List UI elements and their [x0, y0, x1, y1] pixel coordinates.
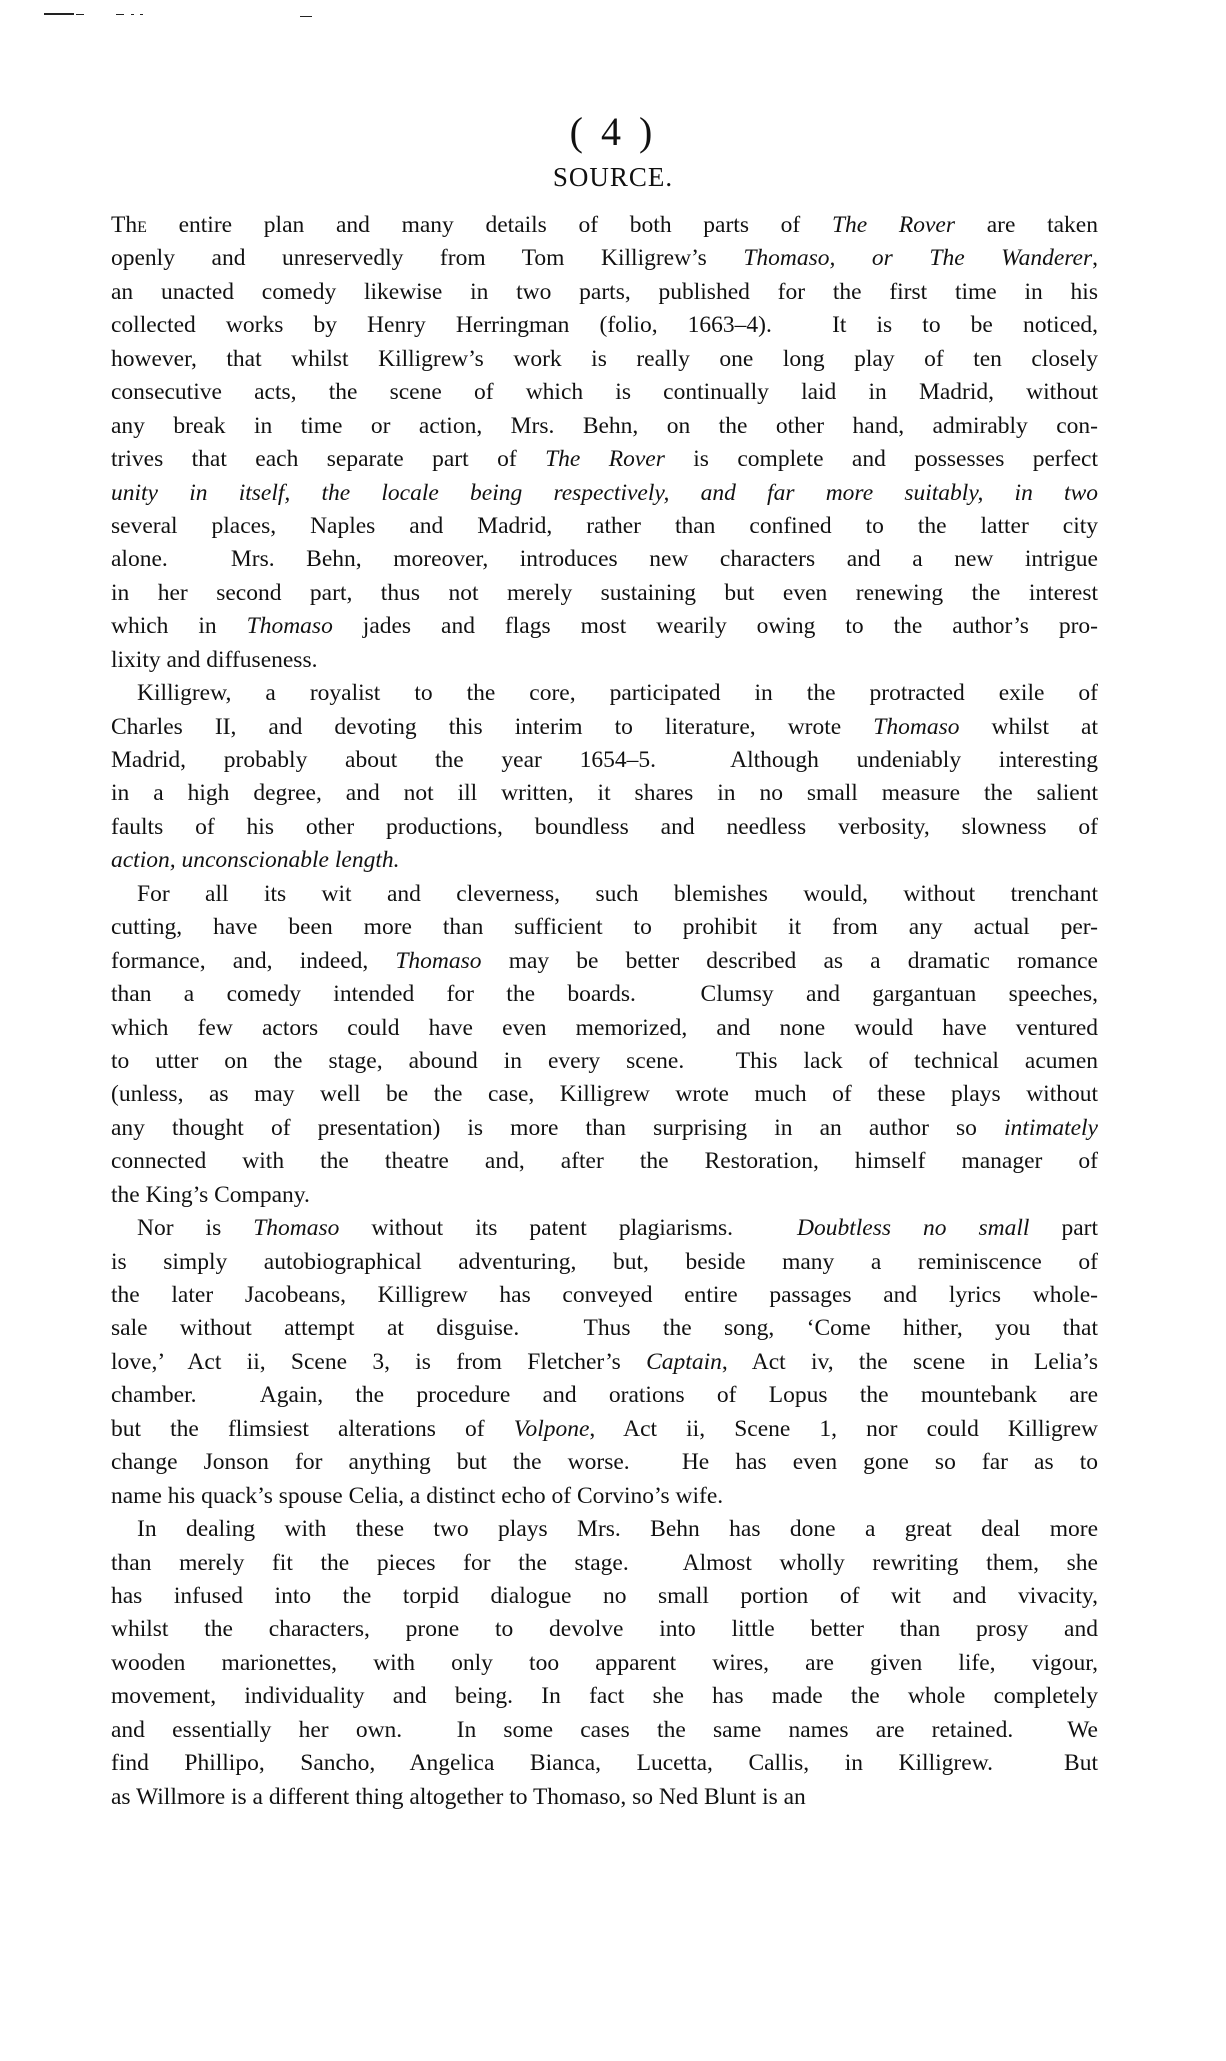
paragraph	[111, 1212, 1098, 1513]
text-segment: are taken	[955, 212, 1098, 238]
text-segment: faults of his other productions, boundless and needless verbosity, slowness of	[111, 813, 1098, 840]
text-segment: several places, Naples and Madrid, rather than confined to the latter city	[111, 512, 1098, 539]
text-line	[111, 1379, 1098, 1412]
text-segment: , Act iv, the scene in Lelia’s	[721, 1348, 1098, 1375]
paragraph	[111, 209, 1098, 677]
text-segment: formance, and, indeed,	[111, 947, 396, 974]
text-segment: openly and unreservedly from Tom Killigrew’s	[111, 245, 744, 272]
text-line	[111, 1580, 1098, 1613]
text-segment: ,	[1092, 245, 1098, 272]
text-line	[111, 1346, 1098, 1379]
text-line	[111, 1145, 1098, 1178]
text-segment: to utter on the stage, abound in every scene. This lack of technical acumen	[111, 1047, 1098, 1074]
text-segment: cutting, have been more than sufficient to prohibit it from any actual per-	[111, 914, 1098, 941]
text-segment: has infused into the torpid dialogue no small portion of wit and vivacity,	[111, 1582, 1098, 1609]
italic-text: Volpone	[513, 1415, 590, 1442]
italic-text: intimately	[1004, 1114, 1098, 1141]
italic-text: Thomaso	[246, 613, 333, 640]
text-line	[111, 1446, 1098, 1479]
text-segment: In dealing with these two plays Mrs. Behn has done a great deal more	[137, 1516, 1098, 1543]
text-line	[111, 1413, 1098, 1446]
scan-artifact	[44, 13, 74, 15]
text-line	[111, 276, 1098, 309]
text-segment: however, that whilst Killigrew’s work is really one long play of ten closely	[111, 345, 1098, 372]
text-segment: , Act ii, Scene 1, nor could Killigrew	[589, 1415, 1098, 1442]
text-segment: consecutive acts, the scene of which is continually laid in Madrid, without	[111, 379, 1098, 406]
text-line	[111, 844, 1098, 877]
text-line	[111, 878, 1098, 911]
text-line	[111, 343, 1098, 376]
text-line	[111, 1012, 1098, 1045]
text-line	[111, 410, 1098, 443]
text-segment: chamber. Again, the procedure and orations of Lopus the mountebank are	[111, 1382, 1098, 1409]
section-heading: SOURCE.	[552, 162, 674, 192]
text-line	[111, 1045, 1098, 1078]
text-line	[111, 443, 1098, 476]
text-line	[111, 242, 1098, 275]
text-segment: part	[1029, 1215, 1098, 1242]
text-segment: is complete and possesses perfect	[664, 446, 1098, 473]
text-segment: the later Jacobeans, Killigrew has conveyed entire passages and lyrics whole-	[111, 1282, 1098, 1308]
text-segment: whilst at	[959, 713, 1098, 740]
italic-text: The Rover	[545, 446, 665, 473]
text-line	[111, 543, 1098, 576]
text-line	[111, 1613, 1098, 1646]
italic-text: Doubtless no small	[797, 1215, 1030, 1242]
scan-artifact	[131, 14, 134, 15]
text-line	[111, 309, 1098, 342]
text-segment: an unacted comedy likewise in two parts, published for the first time in his	[111, 278, 1098, 305]
text-segment: Madrid, probably about the year 1654–5. Although undeniably interesting	[111, 747, 1098, 773]
text-line	[111, 510, 1098, 543]
text-line	[111, 1647, 1098, 1680]
text-line	[111, 1078, 1098, 1111]
text-segment: any break in time or action, Mrs. Behn, on the other hand, admirably con-	[111, 412, 1098, 439]
text-segment: as Willmore is a different thing altogether to Thomaso, so Ned Blunt is an	[111, 1783, 806, 1810]
text-line	[111, 610, 1098, 643]
italic-text: Thomaso	[253, 1215, 340, 1242]
text-line	[111, 811, 1098, 844]
text-segment: the King’s Company.	[111, 1181, 310, 1208]
text-line	[111, 1747, 1098, 1780]
text-line	[111, 1312, 1098, 1345]
text-segment: may be better described as a dramatic romance	[481, 947, 1098, 974]
text-line	[111, 911, 1098, 944]
text-segment: Killigrew, a royalist to the core, participated in the protracted exile of	[137, 680, 1098, 707]
text-segment: which in	[111, 613, 247, 640]
text-segment: love,’ Act ii, Scene 3, is from Fletcher’s	[111, 1348, 647, 1375]
text-segment: than merely fit the pieces for the stage. Almost wholly rewriting them, she	[111, 1549, 1098, 1576]
text-segment: (unless, as may well be the case, Killigrew wrote much of these plays without	[111, 1081, 1098, 1108]
text-segment: entire plan and many details of both parts of	[146, 212, 832, 238]
text-line	[111, 644, 1098, 677]
text-segment: in a high degree, and not ill written, it shares in no small measure the salient	[111, 780, 1098, 807]
text-line	[111, 1547, 1098, 1580]
text-line	[111, 477, 1098, 510]
paragraph	[111, 1513, 1098, 1814]
text-segment: connected with the theatre and, after the Restoration, himself manager of	[111, 1148, 1098, 1175]
text-segment: Th	[111, 212, 138, 238]
page-number: ( 4 )	[569, 109, 657, 154]
text-line	[111, 777, 1098, 810]
text-segment: alone. Mrs. Behn, moreover, introduces new characters and a new intrigue	[111, 546, 1098, 573]
scan-artifact	[300, 16, 312, 17]
text-segment: collected works by Henry Herringman (folio, 1663–4). It is to be noticed,	[111, 312, 1098, 339]
paragraph	[111, 677, 1098, 878]
text-line	[111, 209, 1098, 242]
text-line	[111, 711, 1098, 744]
text-line	[111, 978, 1098, 1011]
text-line	[111, 945, 1098, 978]
text-line	[111, 1680, 1098, 1713]
text-segment: trives that each separate part of	[111, 446, 546, 473]
body-text	[111, 209, 1098, 1814]
text-segment: e	[137, 212, 147, 238]
text-segment: than a comedy intended for the boards. Clumsy and gargantuan speeches,	[111, 981, 1098, 1008]
text-segment: which few actors could have even memorized, and none would have ventured	[111, 1014, 1098, 1041]
text-line	[111, 1179, 1098, 1212]
scan-artifact	[116, 14, 124, 15]
italic-text: Captain	[646, 1348, 722, 1375]
text-line	[111, 1714, 1098, 1747]
text-segment: and essentially her own. In some cases the same names are retained. We	[111, 1716, 1098, 1743]
text-segment: For all its wit and cleverness, such blemishes would, without trenchant	[137, 880, 1098, 907]
text-line	[111, 1112, 1098, 1145]
italic-text: unity in itself, the locale being respectively, and far more suitably, in two	[111, 479, 1098, 506]
text-segment: without its patent plagiarisms.	[339, 1215, 798, 1242]
text-segment: jades and flags most wearily owing to the author’s pro-	[332, 613, 1098, 640]
italic-text: Thomaso	[873, 713, 960, 740]
text-line	[111, 1480, 1098, 1513]
text-segment: sale without attempt at disguise. Thus the song, ‘Come hither, you that	[111, 1315, 1098, 1342]
italic-text: The Rover	[831, 212, 955, 238]
text-segment: Charles II, and devoting this interim to literature, wrote	[111, 713, 874, 740]
text-segment: is simply autobiographical adventuring, but, beside many a reminiscence of	[111, 1248, 1098, 1275]
text-segment: change Jonson for anything but the worse. He has even gone so far as to	[111, 1449, 1098, 1476]
paragraph	[111, 878, 1098, 1212]
italic-text: action, unconscionable length.	[111, 847, 400, 874]
text-line	[111, 1781, 1098, 1814]
text-segment: movement, individuality and being. In fact she has made the whole completely	[111, 1683, 1098, 1710]
text-line	[111, 376, 1098, 409]
text-line	[111, 1246, 1098, 1279]
text-segment: name his quack’s spouse Celia, a distinct echo of Corvino’s wife.	[111, 1482, 724, 1509]
italic-text: Thomaso, or The Wanderer	[743, 245, 1093, 272]
text-line	[111, 577, 1098, 610]
scan-artifact	[76, 14, 84, 15]
text-segment: wooden marionettes, with only too apparent wires, are given life, vigour,	[111, 1649, 1098, 1676]
text-line	[111, 1279, 1098, 1312]
text-segment: in her second part, thus not merely sustaining but even renewing the interest	[111, 579, 1098, 606]
text-segment: find Phillipo, Sancho, Angelica Bianca, Lucetta, Callis, in Killigrew. But	[111, 1750, 1098, 1777]
text-segment: any thought of presentation) is more than surprising in an author so	[111, 1114, 1005, 1141]
text-line	[111, 1513, 1098, 1546]
italic-text: Thomaso	[395, 947, 482, 974]
text-segment: but the flimsiest alterations of	[111, 1415, 514, 1442]
text-line	[111, 677, 1098, 710]
text-segment: lixity and diffuseness.	[111, 646, 318, 673]
text-segment: Nor is	[137, 1215, 254, 1242]
text-segment: whilst the characters, prone to devolve into little better than prosy and	[111, 1616, 1098, 1643]
text-line	[111, 744, 1098, 777]
scan-artifact	[140, 14, 143, 15]
text-line	[111, 1212, 1098, 1245]
